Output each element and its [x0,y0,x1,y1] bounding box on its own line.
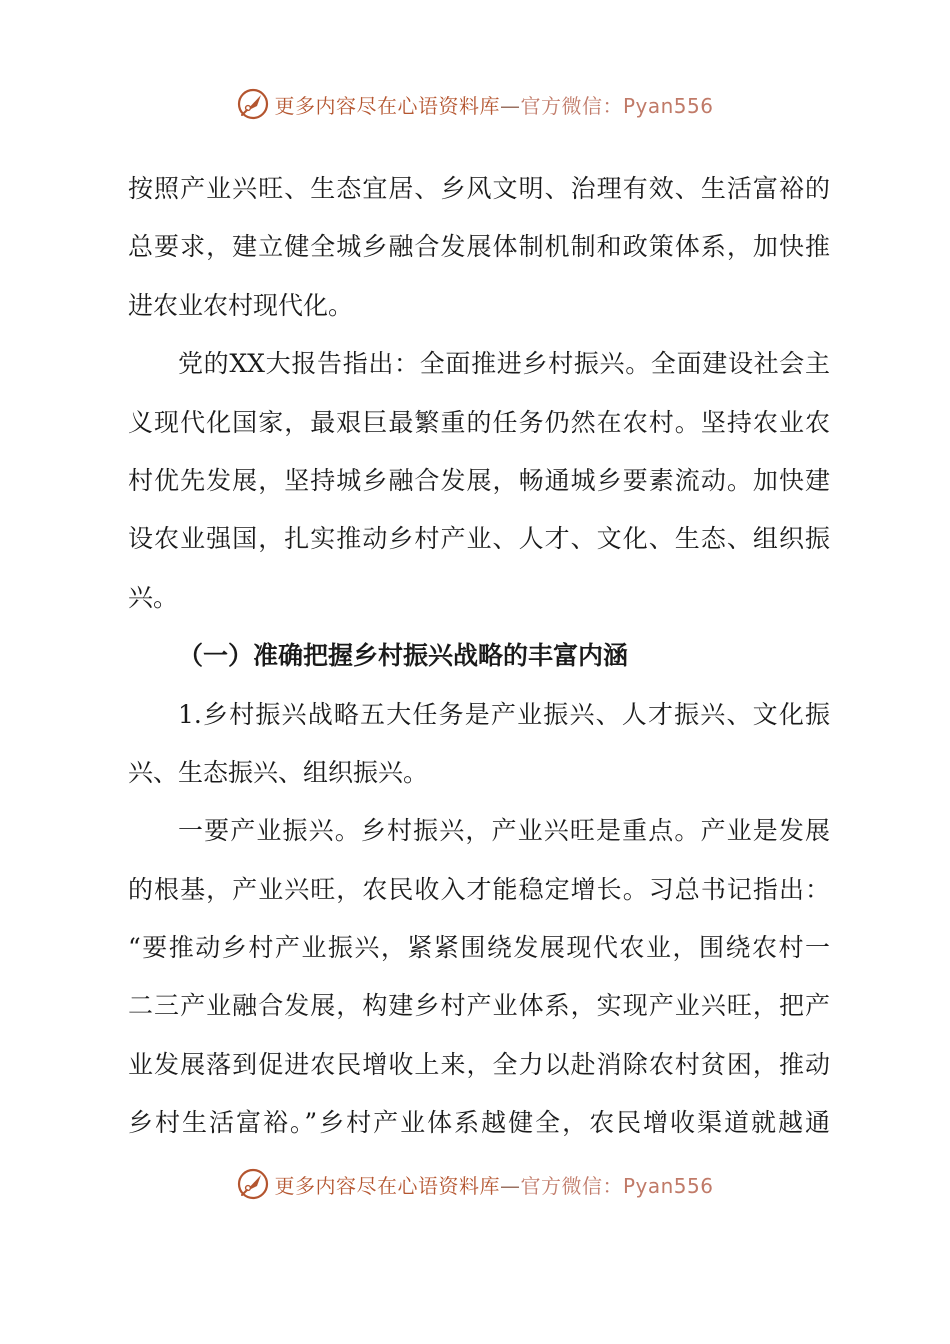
text-line: 一要产业振兴。乡村振兴，产业兴旺是重点。产业是发展 [178,816,830,846]
section-heading: （一）准确把握乡村振兴战略的丰富内涵 [178,641,629,671]
text-line: 乡村生活富裕。”乡村产业体系越健全，农民增收渠道就越通 [128,1108,830,1138]
text-line: 义现代化国家，最艰巨最繁重的任务仍然在农村。坚持农业农 [128,407,830,437]
header-banner [0,82,950,126]
text-line: 党的XX大报告指出：全面推进乡村振兴。全面建设社会主 [178,349,830,379]
banner-brand: 更多内容尽在心语资料库 [274,1173,500,1198]
text-line: 业发展落到促进农民增收上来，全力以赴消除农村贫困，推动 [128,1049,830,1079]
text-line: 村优先发展，坚持城乡融合发展，畅通城乡要素流动。加快建 [128,465,830,495]
quill-pen-logo-icon [236,1167,270,1201]
text-line: 的根基，产业兴旺，农民收入才能稳定增长。习总书记指出： [128,874,830,904]
text-line: 兴。 [128,582,179,612]
text-line: “要推动乡村产业振兴，紧紧围绕发展现代农业，围绕农村一 [128,933,830,963]
banner-wechat: 官方微信：Pyan556 [520,1173,714,1198]
banner-separator: — [499,1173,521,1198]
banner-wechat: 官方微信：Pyan556 [520,93,714,118]
quill-pen-logo-icon [236,87,270,121]
banner-text [274,90,713,119]
text-line: 1.乡村振兴战略五大任务是产业振兴、人才振兴、文化振 [178,699,830,729]
text-line: 兴、生态振兴、组织振兴。 [128,757,429,787]
text-line: 二三产业融合发展，构建乡村产业体系，实现产业兴旺，把产 [128,991,830,1021]
text-line: 设农业强国，扎实推动乡村产业、人才、文化、生态、组织振 [128,524,830,554]
text-line: 按照产业兴旺、生态宜居、乡风文明、治理有效、生活富裕的 [128,174,830,203]
banner-separator: — [499,93,521,118]
banner-brand: 更多内容尽在心语资料库 [274,93,500,118]
text-line: 总要求，建立健全城乡融合发展体制机制和政策体系，加快推 [128,232,830,262]
banner-text [274,1170,713,1199]
footer-banner [0,1162,950,1206]
document-body [128,160,830,1153]
text-line: 进农业农村现代化。 [128,290,354,320]
